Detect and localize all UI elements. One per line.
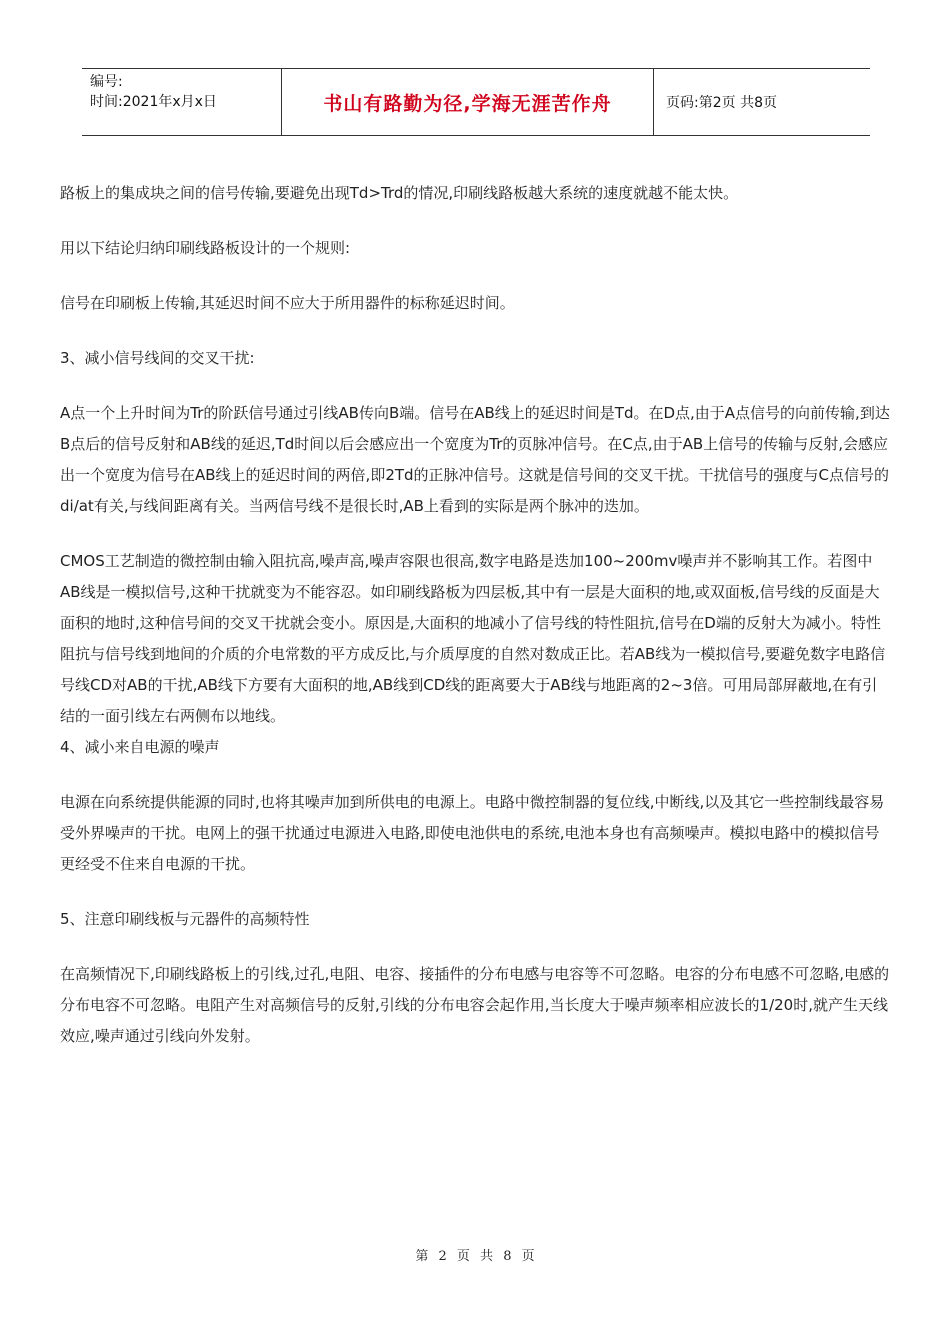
page-header — [82, 68, 870, 136]
paragraph: 电源在向系统提供能源的同时,也将其噪声加到所供电的电源上。电路中微控制器的复位线,中断线,以及其它一些控制线最容易受外界噪声的干扰。电网上的强干扰通过电源进入电路,即使电池供电的系统,电池本身也有高频噪声。模拟电路中的模拟信号更经受不住来自电源的干扰。 — [60, 793, 885, 873]
paragraph: 信号在印刷板上传输,其延迟时间不应大于所用器件的标称延迟时间。 — [60, 294, 515, 312]
section-heading-5: 5、注意印刷线板与元器件的高频特性 — [60, 910, 310, 928]
document-number-label: 编号: — [90, 74, 123, 90]
document-date: 时间:2021年x月x日 — [90, 94, 217, 110]
header-motto: 书山有路勤为径,学海无涯苦作舟 — [282, 69, 654, 135]
paragraph: A点一个上升时间为Tr的阶跃信号通过引线AB传向B端。信号在AB线上的延迟时间是Td。在D点,由于A点信号的向前传输,到达B点后的信号反射和AB线的延迟,Td时间以后会感应出一个宽度为Tr的页脉冲信号。在C点,由于AB上信号的传输与反射,会感应出一个宽度为信号在AB线上的延迟时间的两倍,即2Td的正脉冲信号。这就是信号间的交叉干扰。干扰信号的强度与C点信号的di/at有关,与线间距离有关。当两信号线不是很长时,AB上看到的实际是两个脉冲的迭加。 — [60, 404, 890, 515]
header-meta — [82, 69, 282, 135]
document-body — [60, 178, 890, 1076]
section-heading-3: 3、减小信号线间的交叉干扰: — [60, 349, 255, 367]
paragraph: 用以下结论归纳印刷线路板设计的一个规则: — [60, 239, 351, 257]
paragraph: 路板上的集成块之间的信号传输,要避免出现Td>Trd的情况,印刷线路板越大系统的速度就越不能太快。 — [60, 184, 739, 202]
paragraph: CMOS工艺制造的微控制由输入阻抗高,噪声高,噪声容限也很高,数字电路是迭加100~200mv噪声并不影响其工作。若图中AB线是一模拟信号,这种干扰就变为不能容忍。如印刷线路板为四层板,其中有一层是大面积的地,或双面板,信号线的反面是大面积的地时,这种信号间的交叉干扰就会变小。原因是,大面积的地减小了信号线的特性阻抗,信号在D端的反射大为减小。特性阻抗与信号线到地间的介质的介电常数的平方成反比,与介质厚度的自然对数成正比。若AB线为一模拟信号,要避免数字电路信号线CD对AB的干扰,AB线下方要有大面积的地,AB线到CD线的距离要大于AB线与地距离的2~3倍。可用局部屏蔽地,在有引结的一面引线左右两侧布以地线。 — [60, 552, 886, 725]
section-heading-4: 4、减小来自电源的噪声 — [60, 738, 220, 756]
header-page-info: 页码:第2页 共8页 — [666, 95, 777, 111]
paragraph: 在高频情况下,印刷线路板上的引线,过孔,电阻、电容、接插件的分布电感与电容等不可忽略。电容的分布电感不可忽略,电感的分布电容不可忽略。电阻产生对高频信号的反射,引线的分布电容会起作用,当长度大于噪声频率相应波长的1/20时,就产生天线效应,噪声通过引线向外发射。 — [60, 965, 890, 1045]
page-footer: 第 2 页 共 8 页 — [415, 1249, 535, 1264]
